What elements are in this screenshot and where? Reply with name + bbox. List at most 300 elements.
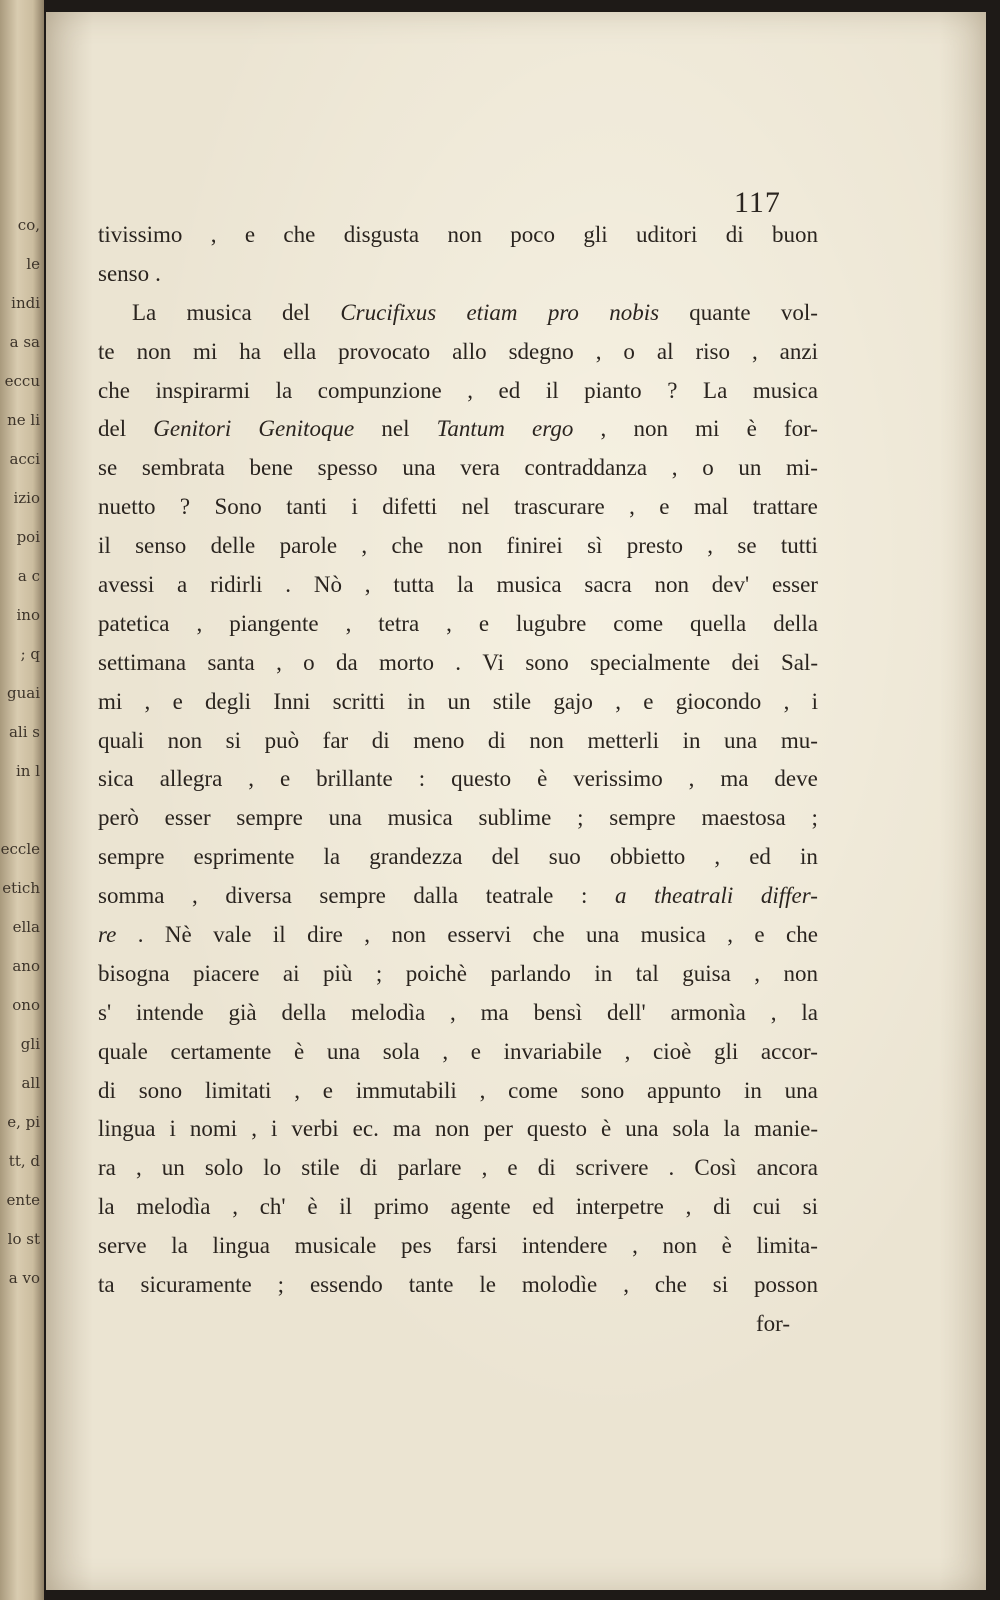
- word: un: [447, 688, 471, 714]
- word: esser: [164, 805, 211, 831]
- word: di: [487, 727, 506, 753]
- word: sublime: [478, 805, 552, 831]
- word: dell': [607, 999, 646, 1025]
- word: che: [391, 533, 424, 559]
- word: obbietto: [609, 844, 686, 870]
- word: sdegno: [508, 338, 574, 364]
- word: che: [532, 922, 565, 948]
- word: musica: [640, 922, 706, 948]
- word: .: [668, 1155, 675, 1181]
- word: ,: [714, 844, 721, 870]
- word: Genitori: [153, 416, 232, 442]
- previous-page-edge: [0, 0, 44, 1600]
- word: ;: [577, 805, 584, 831]
- previous-page-fragment: ella: [12, 918, 40, 936]
- word: molodìe: [521, 1272, 598, 1298]
- word: ra: [98, 1155, 116, 1181]
- text-line: [98, 760, 818, 799]
- previous-page-fragment: tt, d: [8, 1152, 40, 1170]
- word: di: [371, 727, 390, 753]
- previous-page-fragment: ino: [16, 606, 40, 624]
- word: immutabili: [355, 1077, 457, 1103]
- word: il: [339, 1194, 353, 1220]
- word: musica: [752, 377, 818, 403]
- word: primo: [373, 1194, 429, 1220]
- word: diversa: [225, 883, 292, 909]
- word: stile: [301, 1155, 340, 1181]
- word: ,: [361, 533, 368, 559]
- word: agente: [450, 1194, 511, 1220]
- word: pro: [547, 299, 579, 325]
- word: al: [656, 338, 674, 364]
- word: ai: [282, 960, 300, 986]
- word: parlare: [397, 1155, 462, 1181]
- word: accor-: [760, 1038, 818, 1064]
- word: ;: [811, 805, 818, 831]
- word: allegra: [159, 766, 223, 792]
- word: in: [407, 688, 426, 714]
- word: come: [613, 610, 664, 636]
- word: sono: [525, 649, 569, 675]
- word: vera: [460, 455, 500, 481]
- word: cioè: [653, 1038, 692, 1064]
- word: ,: [232, 1194, 238, 1220]
- word: appunto: [647, 1077, 722, 1103]
- word: dei: [731, 649, 760, 675]
- word: ,: [754, 960, 761, 986]
- word: e: [172, 688, 183, 714]
- word: provocato: [338, 338, 431, 364]
- word: intende: [135, 999, 204, 1025]
- word: tutti: [780, 533, 818, 559]
- word: Genitoque: [258, 416, 355, 442]
- word: che: [283, 222, 316, 247]
- word: che: [98, 377, 130, 403]
- word: ancora: [756, 1155, 818, 1181]
- word: ,: [688, 766, 695, 792]
- word: nel: [461, 494, 490, 520]
- word: ,: [629, 494, 635, 520]
- word: allo: [452, 338, 487, 364]
- word: deve: [774, 766, 818, 792]
- word: ,: [624, 1038, 631, 1064]
- word: mi: [193, 338, 218, 364]
- word: lo: [263, 1155, 282, 1181]
- word: in: [743, 1077, 762, 1103]
- word: ma: [720, 766, 749, 792]
- previous-page-fragment: guai: [6, 684, 40, 702]
- word: un: [738, 455, 762, 481]
- word: sono: [138, 1077, 183, 1103]
- word: ,: [276, 649, 282, 675]
- word: disgusta: [343, 222, 420, 247]
- word: ,: [450, 999, 456, 1025]
- word: ,: [446, 610, 452, 636]
- previous-page-fragment: etich: [2, 879, 40, 897]
- word: Nè: [164, 922, 192, 948]
- word: la: [98, 1194, 115, 1220]
- word: .: [137, 922, 144, 948]
- word: sicuramente: [140, 1272, 252, 1298]
- word: giocondo: [675, 688, 762, 714]
- text-line: [98, 1033, 818, 1072]
- word: mi: [695, 416, 720, 442]
- word: a: [177, 572, 188, 598]
- word: della: [773, 610, 818, 636]
- word: nel: [381, 416, 410, 442]
- word: :: [580, 883, 588, 909]
- previous-page-fragment: e, pi: [7, 1113, 40, 1131]
- word: quale: [98, 1038, 148, 1064]
- word: solo: [204, 1155, 244, 1181]
- word: ec.: [352, 1116, 379, 1142]
- word: nomi: [189, 1116, 238, 1142]
- word: una: [328, 805, 362, 831]
- word: questo: [526, 1116, 587, 1142]
- word: ,: [623, 1272, 629, 1298]
- word: i: [811, 688, 818, 714]
- word: cui: [752, 1194, 781, 1220]
- word: come: [508, 1077, 558, 1103]
- word: ,: [685, 1194, 692, 1220]
- word: difetti: [382, 494, 438, 520]
- text-line: [98, 1266, 818, 1305]
- text-line: [98, 566, 818, 605]
- previous-page-fragment: ne li: [7, 411, 40, 429]
- word: ridirli: [210, 572, 263, 598]
- text-line: [98, 1188, 818, 1227]
- word: suo: [548, 844, 581, 870]
- previous-page-fragment: a sa: [9, 333, 40, 351]
- word: e: [322, 1077, 334, 1103]
- previous-page-fragment: ono: [12, 996, 40, 1014]
- word: s': [98, 999, 112, 1025]
- word: tivissimo: [98, 222, 183, 247]
- word: mi: [98, 688, 123, 714]
- word: verissimo: [573, 766, 663, 792]
- catchword: for-: [755, 1310, 790, 1336]
- word: ,: [707, 533, 714, 559]
- text-line: [98, 722, 818, 761]
- word: il: [272, 922, 286, 948]
- word: e: [754, 922, 765, 948]
- word: sica: [98, 766, 134, 792]
- word: esser: [771, 572, 818, 598]
- previous-page-fragment: ano: [12, 957, 40, 975]
- word: sempre: [98, 844, 165, 870]
- word: :: [418, 766, 426, 792]
- word: non: [167, 727, 203, 753]
- text-line: [98, 1072, 818, 1111]
- word: metterli: [587, 727, 659, 753]
- word: farsi: [456, 1233, 498, 1259]
- word: re: [98, 922, 117, 948]
- word: far: [322, 727, 349, 753]
- word: guisa: [682, 960, 731, 986]
- word: può: [264, 727, 300, 753]
- word: ,: [210, 222, 217, 247]
- word: una: [625, 1116, 659, 1142]
- word: ,: [196, 610, 203, 636]
- body-text: [98, 216, 818, 1344]
- word: ,: [467, 377, 473, 403]
- word: del: [491, 844, 520, 870]
- word: mi-: [786, 455, 818, 481]
- word: senso: [135, 533, 187, 559]
- word: ed: [749, 844, 771, 870]
- word: se: [737, 533, 757, 559]
- text-line: [98, 488, 818, 527]
- word: trattare: [752, 494, 818, 520]
- word: è: [721, 1233, 732, 1259]
- previous-page-fragment: eccu: [4, 372, 40, 390]
- word: ,: [783, 688, 790, 714]
- word: delle: [210, 533, 256, 559]
- word: ,: [600, 416, 607, 442]
- text-line: [98, 216, 818, 255]
- word: piangente: [229, 610, 319, 636]
- word: stile: [492, 688, 532, 714]
- word: sono: [580, 1077, 625, 1103]
- word: ed: [532, 1194, 554, 1220]
- word: ma: [392, 1116, 421, 1142]
- word: patetica: [98, 610, 170, 636]
- word: poichè: [405, 960, 467, 986]
- previous-page-fragment: eccle: [0, 840, 40, 858]
- word: finirei: [506, 533, 563, 559]
- text-line: [98, 294, 818, 333]
- text-line: [98, 333, 818, 372]
- word: i: [351, 494, 358, 520]
- word: inspirarmi: [155, 377, 251, 403]
- word: for-: [783, 416, 818, 442]
- word: limita-: [756, 1233, 818, 1259]
- word: maestosa: [701, 805, 786, 831]
- word: bensì: [533, 999, 583, 1025]
- word: di: [725, 222, 744, 247]
- word: si: [802, 1194, 818, 1220]
- word: theatrali: [654, 883, 734, 909]
- word: ,: [632, 1233, 638, 1259]
- previous-page-fragment: in l: [15, 762, 40, 780]
- word: Nò: [313, 572, 342, 598]
- word: non: [434, 1116, 470, 1142]
- page-sheet: [46, 12, 986, 1590]
- word: sempre: [319, 883, 386, 909]
- word: gli: [713, 1038, 739, 1064]
- word: è: [746, 416, 757, 442]
- text-line: [98, 605, 818, 644]
- word: la: [457, 572, 474, 598]
- word: intendere: [521, 1233, 608, 1259]
- word: teatrale: [485, 883, 554, 909]
- word: ed: [498, 377, 521, 403]
- word: pianto: [584, 377, 642, 403]
- word: dire: [307, 922, 343, 948]
- word: ,: [345, 610, 352, 636]
- word: Tantum: [436, 416, 505, 442]
- word: il: [98, 533, 111, 559]
- word: quali: [98, 727, 144, 753]
- word: musica: [496, 572, 562, 598]
- word: a: [614, 883, 627, 909]
- word: .: [155, 260, 161, 286]
- word: musica: [186, 299, 252, 325]
- word: degli: [205, 688, 252, 714]
- word: meno: [413, 727, 465, 753]
- word: tanti: [286, 494, 328, 520]
- word: ,: [192, 883, 198, 909]
- previous-page-fragment: co,: [17, 216, 40, 234]
- text-line: [98, 527, 818, 566]
- word: quante: [689, 299, 751, 325]
- word: ,: [479, 1077, 486, 1103]
- word: di: [98, 1077, 116, 1103]
- word: ,: [364, 572, 371, 598]
- text-line: [98, 1149, 818, 1188]
- word: è: [293, 1038, 305, 1064]
- word: avessi: [98, 572, 155, 598]
- word: una: [326, 1038, 361, 1064]
- word: gajo: [553, 688, 593, 714]
- word: posson: [754, 1272, 818, 1298]
- word: tante: [408, 1272, 454, 1298]
- word: non: [529, 727, 564, 753]
- word: però: [98, 805, 139, 831]
- word: esprimente: [193, 844, 295, 870]
- word: dalla: [413, 883, 459, 909]
- text-line: [98, 255, 818, 294]
- word: ,: [442, 1038, 449, 1064]
- word: .: [455, 649, 462, 675]
- word: tetra: [378, 610, 420, 636]
- word: ergo: [532, 416, 574, 442]
- word: melodìa: [351, 999, 426, 1025]
- word: ,: [671, 455, 678, 481]
- word: buon: [771, 222, 818, 247]
- word: Sono: [214, 494, 262, 520]
- word: ta: [98, 1272, 115, 1298]
- word: ,: [615, 688, 621, 714]
- word: dev': [711, 572, 750, 598]
- word: ella: [282, 338, 317, 364]
- word: la: [801, 999, 818, 1025]
- text-line: [98, 1227, 818, 1266]
- word: etiam: [466, 299, 518, 325]
- word: scritti: [332, 688, 386, 714]
- word: poco: [510, 222, 556, 247]
- word: quella: [690, 610, 747, 636]
- text-line: [98, 410, 818, 449]
- word: non: [633, 416, 668, 442]
- word: lingua: [98, 1116, 156, 1142]
- word: ,: [727, 922, 733, 948]
- word: e: [279, 766, 291, 792]
- word: del: [98, 416, 127, 442]
- text-line: [98, 799, 818, 838]
- word: ch': [259, 1194, 286, 1220]
- word: mal: [693, 494, 729, 520]
- word: melodìa: [136, 1194, 211, 1220]
- word: gli: [583, 222, 608, 247]
- word: ,: [144, 688, 151, 714]
- word: specialmente: [590, 649, 711, 675]
- word: è: [600, 1116, 612, 1142]
- previous-page-fragment: a vo: [8, 1269, 40, 1287]
- word: o: [303, 649, 315, 675]
- word: ,: [481, 1155, 488, 1181]
- word: certamente: [170, 1038, 272, 1064]
- word: più: [322, 960, 353, 986]
- word: differ-: [760, 883, 818, 909]
- word: presto: [626, 533, 683, 559]
- word: ,: [595, 338, 602, 364]
- word: manie-: [754, 1116, 818, 1142]
- word: scrivere: [575, 1155, 649, 1181]
- word: i: [270, 1116, 278, 1142]
- word: in: [800, 844, 818, 870]
- word: ,: [248, 766, 254, 792]
- word: ?: [667, 377, 678, 403]
- word: non: [654, 572, 689, 598]
- word: ,: [251, 1116, 257, 1142]
- text-line: [98, 372, 818, 411]
- word: sì: [587, 533, 603, 559]
- word: non: [447, 533, 483, 559]
- word: anzi: [779, 338, 818, 364]
- text-line: [98, 955, 818, 994]
- word: bene: [249, 455, 293, 481]
- word: sempre: [236, 805, 303, 831]
- word: una: [402, 455, 436, 481]
- word: Sal-: [780, 649, 818, 675]
- previous-page-fragment: gli: [20, 1035, 40, 1053]
- word: compunzione: [317, 377, 442, 403]
- word: lingua: [212, 1233, 270, 1259]
- word: essendo: [309, 1272, 383, 1298]
- word: parole: [279, 533, 338, 559]
- text-line: [98, 1110, 818, 1149]
- word: un: [161, 1155, 185, 1181]
- word: uditori: [636, 222, 698, 247]
- word: è: [537, 766, 548, 792]
- word: riso: [695, 338, 730, 364]
- previous-page-fragment: ente: [6, 1191, 40, 1209]
- previous-page-fragment: ali s: [8, 723, 40, 741]
- word: è: [307, 1194, 318, 1220]
- word: se: [98, 455, 118, 481]
- word: settimana: [98, 649, 187, 675]
- word: La: [703, 377, 728, 403]
- word: ;: [277, 1272, 284, 1298]
- text-line: [98, 916, 818, 955]
- word: bisogna: [98, 960, 170, 986]
- word: armonìa: [670, 999, 746, 1025]
- text-line: [98, 644, 818, 683]
- word: spesso: [317, 455, 378, 481]
- word: trascurare: [514, 494, 605, 520]
- word: che: [654, 1272, 687, 1298]
- word: nobis: [609, 299, 660, 325]
- word: del: [281, 299, 311, 325]
- word: una: [784, 1077, 818, 1103]
- word: ,: [770, 999, 777, 1025]
- word: sacra: [584, 572, 632, 598]
- previous-page-fragment: izio: [13, 489, 40, 507]
- word: e: [244, 222, 256, 247]
- word: della: [281, 999, 327, 1025]
- word: di: [713, 1194, 732, 1220]
